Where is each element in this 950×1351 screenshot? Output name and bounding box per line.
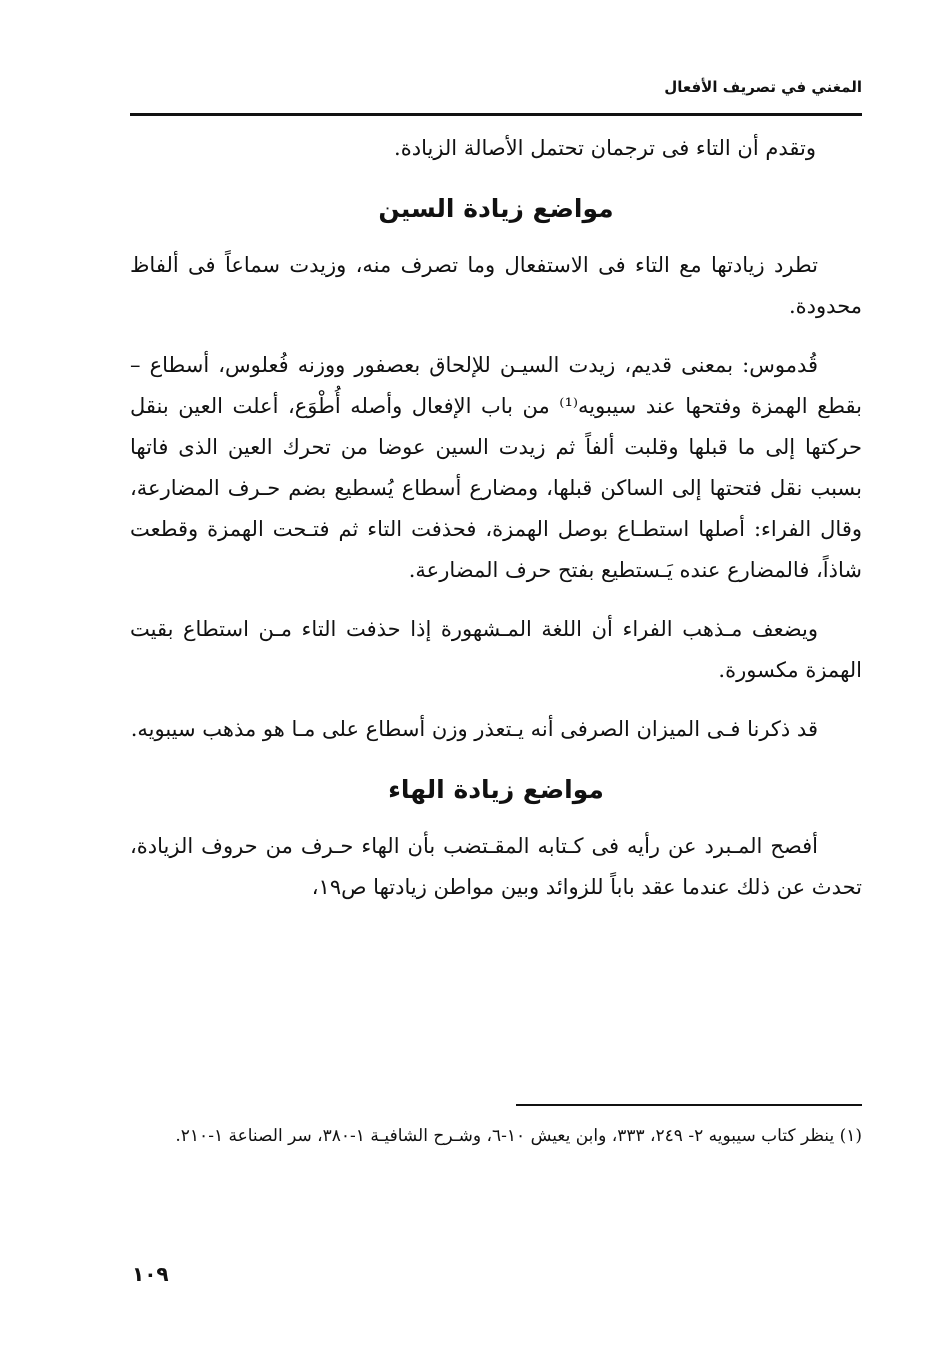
section-heading-ha: مواضع زيادة الهاء [388, 775, 604, 804]
footnote: (١) ينظر كتاب سيبويه ٢- ٢٤٩، ٣٣٣، وابن يعيش ١٠-٦، وشـرح الشافيـة ١-٣٨٠، سر الصناعة ١-٢١٠. [175, 1126, 862, 1146]
page-number: ١٠٩ [132, 1262, 169, 1286]
running-header [130, 74, 862, 114]
paragraph: تطرد زيادتها مع التاء فى الاستفعال وما تصرف منه، وزيدت سماعاً فى ألفاظ محدودة. [130, 253, 862, 318]
paragraph: قد ذكرنا فـى الميزان الصرفى أنه يـتعذر وزن أسطاع على مـا هو مذهب سيبويه. [130, 717, 818, 741]
paragraph: أفصح المـبرد عن رأيه فى كـتابه المقـتضب بأن الهاء حـرف من حروف الزيادة، تحدث عن ذلك عندما عقد باباً للزوائد وبين مواطن زيادتها ص١٩، [130, 834, 862, 899]
paragraph: وتقدم أن التاء فى ترجمان تحتمل الأصالة الزيادة. [394, 136, 816, 160]
main-text [130, 128, 862, 926]
header-rule [130, 113, 862, 116]
section-heading-sin: مواضع زيادة السين [378, 194, 614, 223]
running-title: المغني في تصريف الأفعال [664, 78, 862, 96]
footnote-rule [516, 1104, 862, 1106]
paragraph: قُدموس: بمعنى قديم، زيدت السيـن للإلحاق بعصفور ووزنه فُعلوس، أسطاع – بقطع الهمزة وفتحها عند سيبويه⁽¹⁾ من باب الإفعال وأصله أُطْوَع، أعلت العين بنقل حركتها إلى ما قبلها وقلبت ألفاً ثم زيدت السين عوضا من تحرك العين الذى فاتها بسبب نقل فتحتها إلى الساكن قبلها، ومضارع أسطاع يُسطيع بضم حـرف المضارعة، وقال الفراء: أصلها استطـاع بوصل الهمزة، فحذفت التاء ثم فتـحت الهمزة وقطعت شاذاً، فالمضارع عنده يَـستطيع بفتح حرف المضارعة. [130, 353, 863, 582]
paragraph: ويضعف مـذهب الفراء أن اللغة المـشهورة إذا حذفت التاء مـن استطاع بقيت الهمزة مكسورة. [130, 617, 862, 682]
